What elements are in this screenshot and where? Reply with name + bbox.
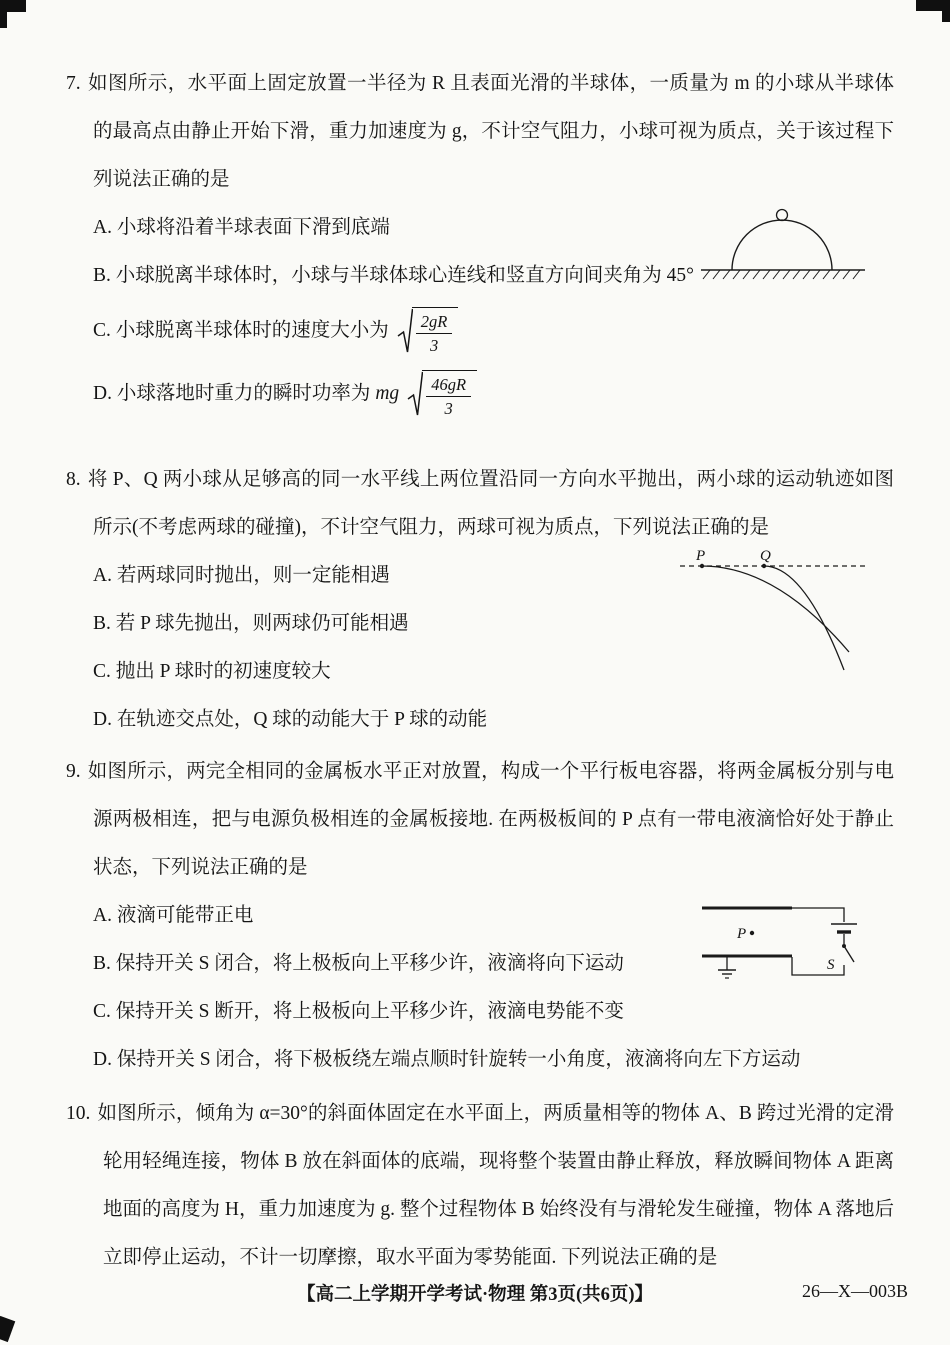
question-7-option-d-variable: mg xyxy=(375,383,400,405)
question-7-stem xyxy=(66,60,894,204)
question-8-option-a: A. 若两球同时抛出，则一定能相遇 xyxy=(93,565,390,586)
fraction-denominator: 3 xyxy=(429,336,439,356)
question-10-stem-text: 如图所示，倾角为 α=30°的斜面体固定在水平面上，两质量相等的物体 A、B 跨过光滑的定滑轮用轻绳连接，物体 B 放在斜面体的底端，现将整个装置由静止释放，释放瞬间物体 A 距离地面的高度为 H，重力加速度为 g. 整个过程物体 B 始终没有与滑轮发生碰撞，物体 A 落地后立即停止运动，不计一切摩擦，取水平面为零势能面. 下列说法正确的是 xyxy=(97,1103,894,1268)
question-8-option-c: C. 抛出 P 球时的初速度较大 xyxy=(93,661,331,682)
radical-sign-icon xyxy=(407,370,423,418)
scan-artifact-top-right-2 xyxy=(942,0,950,22)
question-10 xyxy=(66,1090,894,1282)
footer-paper-code: 26—X—003B xyxy=(801,1281,908,1301)
ball-icon xyxy=(777,210,788,221)
ground-hatching xyxy=(703,270,860,279)
scan-artifact-top-left-2 xyxy=(0,0,7,28)
question-7-option-d-text: D. 小球落地时重力的瞬时功率为 xyxy=(93,383,371,405)
hemisphere-figure xyxy=(700,208,868,287)
question-9-option-b: B. 保持开关 S 闭合，将上极板向上平移少许，液滴将向下运动 xyxy=(93,953,624,974)
question-7-number: 7. xyxy=(66,73,81,94)
label-p: P xyxy=(737,926,747,942)
switch-blade xyxy=(844,946,854,962)
fraction-denominator: 3 xyxy=(444,399,453,419)
radicand xyxy=(422,370,477,419)
question-9-option-a: A. 液滴可能带正电 xyxy=(93,905,254,926)
question-9-stem-text: 如图所示，两完全相同的金属板水平正对放置，构成一个平行板电容器，将两金属板分别与电源两极相连，把与电源负极相连的金属板接地. 在两极板间的 P 点有一带电液滴恰好处于静止状态，下列说法正确的是 xyxy=(87,761,894,878)
question-8-stem-text: 将 P、Q 两小球从足够高的同一水平线上两位置沿同一方向水平抛出，两小球的运动轨迹如图所示(不考虑两球的碰撞)，不计空气阻力，两球可视为质点，下列说法正确的是 xyxy=(87,469,894,538)
question-7-option-c-text: C. 小球脱离半球体时的速度大小为 xyxy=(93,320,389,342)
question-7-option-d xyxy=(93,363,894,426)
hemisphere-icon xyxy=(732,220,832,270)
label-p: P xyxy=(696,548,706,564)
question-7-option-b: B. 小球脱离半球体时，小球与半球体球心连线和竖直方向间夹角为 45° xyxy=(93,265,694,286)
question-8-option-b: B. 若 P 球先抛出，则两球仍可能相遇 xyxy=(93,613,409,634)
fraction-numerator: 2gR xyxy=(416,312,453,334)
trajectory-q xyxy=(764,566,844,670)
question-9-stem xyxy=(66,748,894,892)
fraction-numerator: 46gR xyxy=(426,375,471,397)
footer-exam-title: 【高二上学期开学考试·物理 第3页(共6页)】 xyxy=(296,1285,654,1305)
question-7-stem-text: 如图所示，水平面上固定放置一半径为 R 且表面光滑的半球体，一质量为 m 的小球从半球体的最高点由静止开始下滑，重力加速度为 g，不计空气阻力，小球可视为质点，关于该过程下列说法正确的是 xyxy=(87,73,894,190)
droplet-point xyxy=(750,931,754,935)
question-8-number: 8. xyxy=(66,469,81,490)
question-10-number: 10. xyxy=(66,1103,91,1124)
fraction xyxy=(416,312,453,356)
sqrt-expression xyxy=(407,370,477,419)
capacitor-circuit-figure xyxy=(694,880,874,1003)
label-s: S xyxy=(827,957,835,973)
page-footer xyxy=(0,1280,950,1324)
question-9-option-d: D. 保持开关 S 闭合，将下极板绕左端点顺时针旋转一小角度，液滴将向左下方运动 xyxy=(93,1049,801,1070)
question-8-stem xyxy=(66,456,894,552)
sqrt-expression xyxy=(397,307,459,356)
question-10-stem xyxy=(66,1090,894,1282)
wire-bottom xyxy=(792,957,844,975)
question-7-option-c xyxy=(93,300,894,363)
fraction xyxy=(426,375,471,419)
question-7-option-a: A. 小球将沿着半球表面下滑到底端 xyxy=(93,217,390,238)
question-9-option-c: C. 保持开关 S 断开，将上极板向上平移少许，液滴电势能不变 xyxy=(93,1001,624,1022)
trajectory-p xyxy=(702,566,849,652)
radicand xyxy=(412,307,459,356)
radical-sign-icon xyxy=(397,307,413,355)
question-8-option-d: D. 在轨迹交点处，Q 球的动能大于 P 球的动能 xyxy=(93,709,488,730)
label-q: Q xyxy=(760,548,771,564)
trajectory-figure xyxy=(676,548,871,683)
wire-top xyxy=(792,908,844,922)
question-9-number: 9. xyxy=(66,761,81,782)
